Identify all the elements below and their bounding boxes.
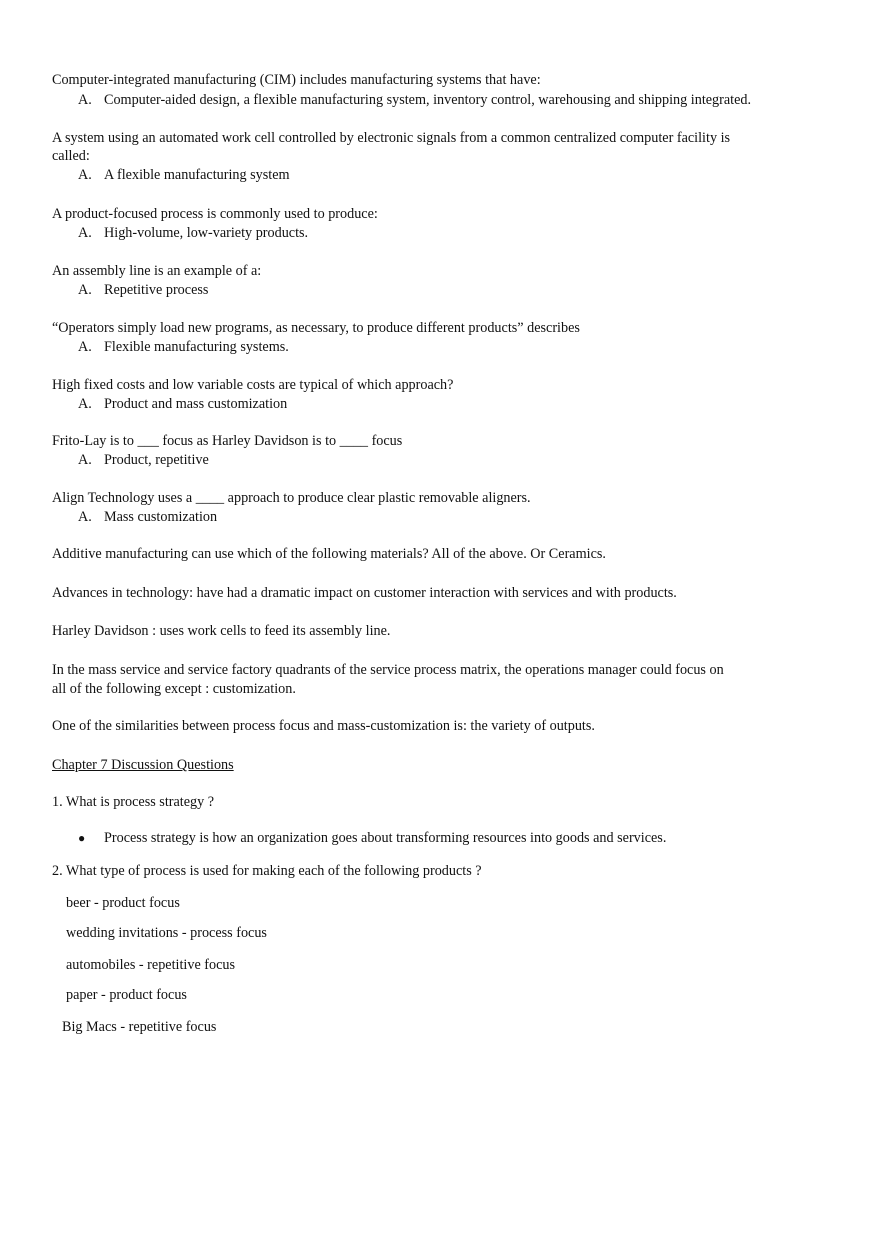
answer-text: Repetitive process: [104, 282, 209, 298]
question: Align Technology uses a ____ approach to produce clear plastic removable aligners.: [52, 490, 531, 506]
question: High fixed costs and low variable costs are typical of which approach?: [52, 377, 454, 393]
list-item: Big Macs - repetitive focus: [62, 1019, 217, 1035]
answer-text: Product and mass customization: [104, 396, 288, 412]
section-heading-text: Chapter 7 Discussion Questions: [52, 757, 234, 773]
discussion-question: 2. What type of process is used for making each of the following products ?: [52, 863, 482, 879]
answer: [78, 281, 208, 299]
question: Computer-integrated manufacturing (CIM) includes manufacturing systems that have:: [52, 72, 541, 88]
answer-text: High-volume, low-variety products.: [104, 225, 309, 241]
question: An assembly line is an example of a:: [52, 263, 262, 279]
question-continued: called:: [52, 148, 90, 164]
statement: One of the similarities between process focus and mass-customization is: the variety of outputs.: [52, 718, 595, 734]
list-item: automobiles - repetitive focus: [66, 957, 236, 973]
statement: Harley Davidson : uses work cells to feed its assembly line.: [52, 623, 391, 639]
answer: [78, 91, 751, 109]
question: A system using an automated work cell controlled by electronic signals from a common centralized computer facility is: [52, 130, 731, 146]
answer-text: Process strategy is how an organization goes about transforming resources into goods and services.: [104, 830, 667, 846]
answer: [78, 224, 308, 242]
answer-text: Product, repetitive: [104, 452, 209, 468]
statement: Advances in technology: have had a dramatic impact on customer interaction with services and with products.: [52, 585, 677, 601]
question: Frito-Lay is to ___ focus as Harley Davidson is to ____ focus: [52, 433, 403, 449]
list-item: beer - product focus: [66, 895, 180, 911]
list-item: wedding invitations - process focus: [66, 925, 267, 941]
answer: [78, 451, 209, 469]
list-item: paper - product focus: [66, 987, 187, 1003]
statement: In the mass service and service factory quadrants of the service process matrix, the operations manager could focus on: [52, 662, 724, 678]
statement-continued: all of the following except : customization.: [52, 681, 296, 697]
answer: [78, 395, 287, 413]
answer: [78, 338, 289, 356]
answer: [78, 166, 290, 184]
answer-text: A flexible manufacturing system: [104, 167, 290, 183]
answer-marker: A.: [78, 167, 92, 183]
answer-marker: A.: [78, 509, 92, 525]
bullet-answer: [78, 829, 666, 847]
answer-marker: A.: [78, 282, 92, 298]
answer-text: Flexible manufacturing systems.: [104, 339, 289, 355]
answer-marker: A.: [78, 225, 92, 241]
section-heading: [52, 756, 272, 774]
answer: [78, 508, 217, 526]
question: A product-focused process is commonly used to produce:: [52, 206, 378, 222]
statement: Additive manufacturing can use which of the following materials? All of the above. Or Ceramics.: [52, 546, 606, 562]
question: “Operators simply load new programs, as necessary, to produce different products” describes: [52, 320, 580, 336]
answer-marker: A.: [78, 396, 92, 412]
bullet-icon: ●: [78, 831, 86, 845]
answer-text: Mass customization: [104, 509, 218, 525]
discussion-question: 1. What is process strategy ?: [52, 794, 215, 810]
answer-marker: A.: [78, 452, 92, 468]
answer-text: Computer-aided design, a flexible manufacturing system, inventory control, warehousing and shipping integrated.: [104, 92, 752, 108]
answer-marker: A.: [78, 92, 92, 108]
answer-marker: A.: [78, 339, 92, 355]
